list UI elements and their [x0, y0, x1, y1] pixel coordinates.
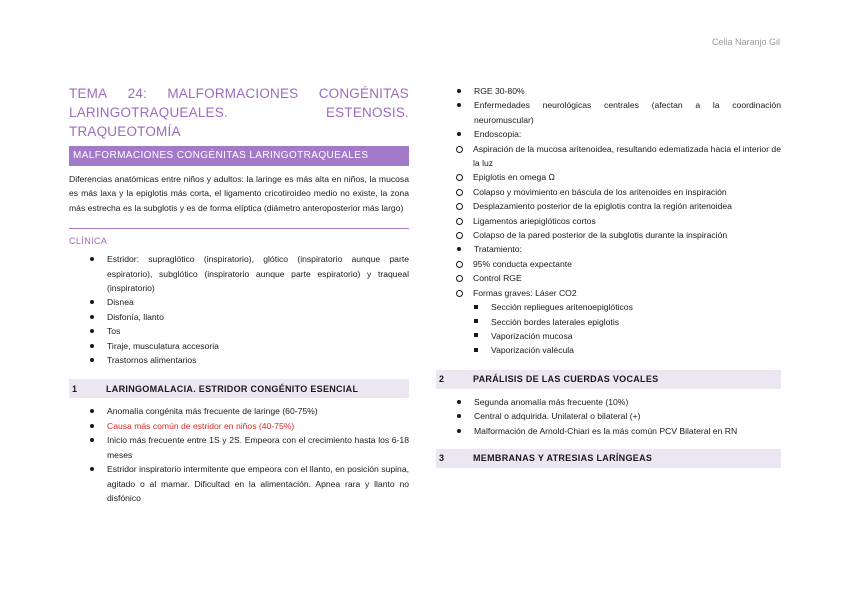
endoscopia-list: [436, 142, 781, 243]
clinica-list: [87, 252, 409, 367]
paralisis-list: [454, 395, 781, 438]
section-number: 3: [439, 453, 445, 464]
section-heading-membranas: [436, 449, 781, 468]
list-item: Disnea: [87, 295, 409, 309]
sub-list-item: Desplazamiento posterior de la epiglotis contra la región aritenoidea: [436, 199, 781, 213]
sub-list-item: Epiglotis en omega Ω: [436, 170, 781, 184]
list-item: RGE 30-80%: [454, 84, 781, 98]
sub-sub-list-item: Vaporización valécula: [455, 343, 781, 357]
laringomalacia-list: [87, 404, 409, 505]
section-title: LARINGOMALACIA. ESTRIDOR CONGÉNITO ESENCIAL: [106, 383, 359, 394]
title-word: CONGÉNITAS: [318, 86, 409, 101]
list-item: Segunda anomalía más frecuente (10%): [454, 395, 781, 409]
sub-sub-list-item: Vaporización mucosa: [455, 329, 781, 343]
author-name: Celia Naranjo Gil: [711, 37, 780, 47]
laser-list: [455, 300, 781, 358]
sub-list-item: Aspiración de la mucosa aritenoidea, resultando edematizada hacia el interior de la luz: [436, 142, 781, 171]
title-word: 24:: [127, 86, 147, 101]
list-item: Estridor inspiratorio intermitente que empeora con el llanto, en posición supina, agitado o al mamar. Dificultad en la alimentación. Apnea rara y llanto no disfónico: [87, 462, 409, 505]
sub-list-item: Formas graves: Láser CO2: [436, 286, 781, 300]
sub-sub-list-item: Sección repliegues aritenoepiglóticos: [455, 300, 781, 314]
page-title-line-2: LARINGOTRAQUEALES. ESTENOSIS. TRAQUEOTOMÍA: [69, 105, 409, 139]
section-number: 2: [439, 374, 445, 385]
list-item: Estridor: supraglótico (inspiratorio), glótico (inspiratorio aunque parte espiratorio), subglótico (inspiratorio aunque parte espiratorio) y traqueal (inspiratorio): [87, 252, 409, 295]
list-item: Malformación de Arnold-Chiari es la más común PCV Bilateral en RN: [454, 424, 781, 438]
tratamiento-sub-list: [436, 257, 781, 300]
list-item: Inicio más frecuente entre 1S y 2S. Empeora con el crecimiento hasta los 6-18 meses: [87, 433, 409, 462]
left-column: [69, 84, 409, 505]
intro-paragraph: Diferencias anatómicas entre niños y adultos: la laringe es más alta en niños, la mucosa es más laxa y la epiglotis más corta, el ligamento cricotiroideo medio no existe, la zona más estrecha es la subglotis y es de forma elíptica (diámetro anteroposterior más largo): [69, 174, 409, 213]
section-number: 1: [72, 383, 78, 394]
section-title: PARÁLISIS DE LAS CUERDAS VOCALES: [473, 374, 659, 385]
list-item: Tiraje, musculatura accesoria: [87, 339, 409, 353]
right-column: [436, 84, 781, 468]
clinica-heading: CLÍNICA: [69, 236, 108, 247]
title-word: TEMA: [69, 86, 108, 101]
sub-list-item: Colapso y movimiento en báscula de los aritenoides en inspiración: [436, 185, 781, 199]
sub-sub-list-item: Sección bordes laterales epiglotis: [455, 315, 781, 329]
page-title: [69, 84, 409, 141]
list-item-highlighted: Causa más común de estridor en niños (40-75%): [87, 419, 409, 433]
tratamiento-list: [454, 242, 781, 256]
list-item: Enfermedades neurológicas centrales (afectan a la coordinación neuromuscular): [454, 98, 781, 127]
sub-list-item: Ligamentos ariepiglóticos cortos: [436, 214, 781, 228]
list-item: Disfonía, llanto: [87, 310, 409, 324]
page-title-line-1: [69, 84, 409, 103]
list-item: Tos: [87, 324, 409, 338]
list-item: Trastornos alimentarios: [87, 353, 409, 367]
sub-list-item: Colapso de la pared posterior de la subglotis durante la inspiración: [436, 228, 781, 242]
sub-list-item: 95% conducta expectante: [436, 257, 781, 271]
title-word: MALFORMACIONES: [167, 86, 299, 101]
causes-list: [454, 84, 781, 142]
divider: [69, 228, 409, 229]
section-heading-laringomalacia: [69, 379, 409, 398]
sub-list-item: Control RGE: [436, 271, 781, 285]
list-item: Central o adquirida. Unilateral o bilateral (+): [454, 409, 781, 423]
section-heading-paralisis: [436, 370, 781, 389]
list-item: Anomalía congénita más frecuente de laringe (60-75%): [87, 404, 409, 418]
endoscopia-label: Endoscopia:: [474, 129, 522, 140]
section-heading-malformaciones: MALFORMACIONES CONGÉNITAS LARINGOTRAQUEALES: [69, 146, 409, 166]
list-item: Tratamiento:: [454, 242, 781, 256]
list-item-endoscopia: [454, 127, 781, 141]
section-title: MEMBRANAS Y ATRESIAS LARÍNGEAS: [473, 453, 653, 464]
